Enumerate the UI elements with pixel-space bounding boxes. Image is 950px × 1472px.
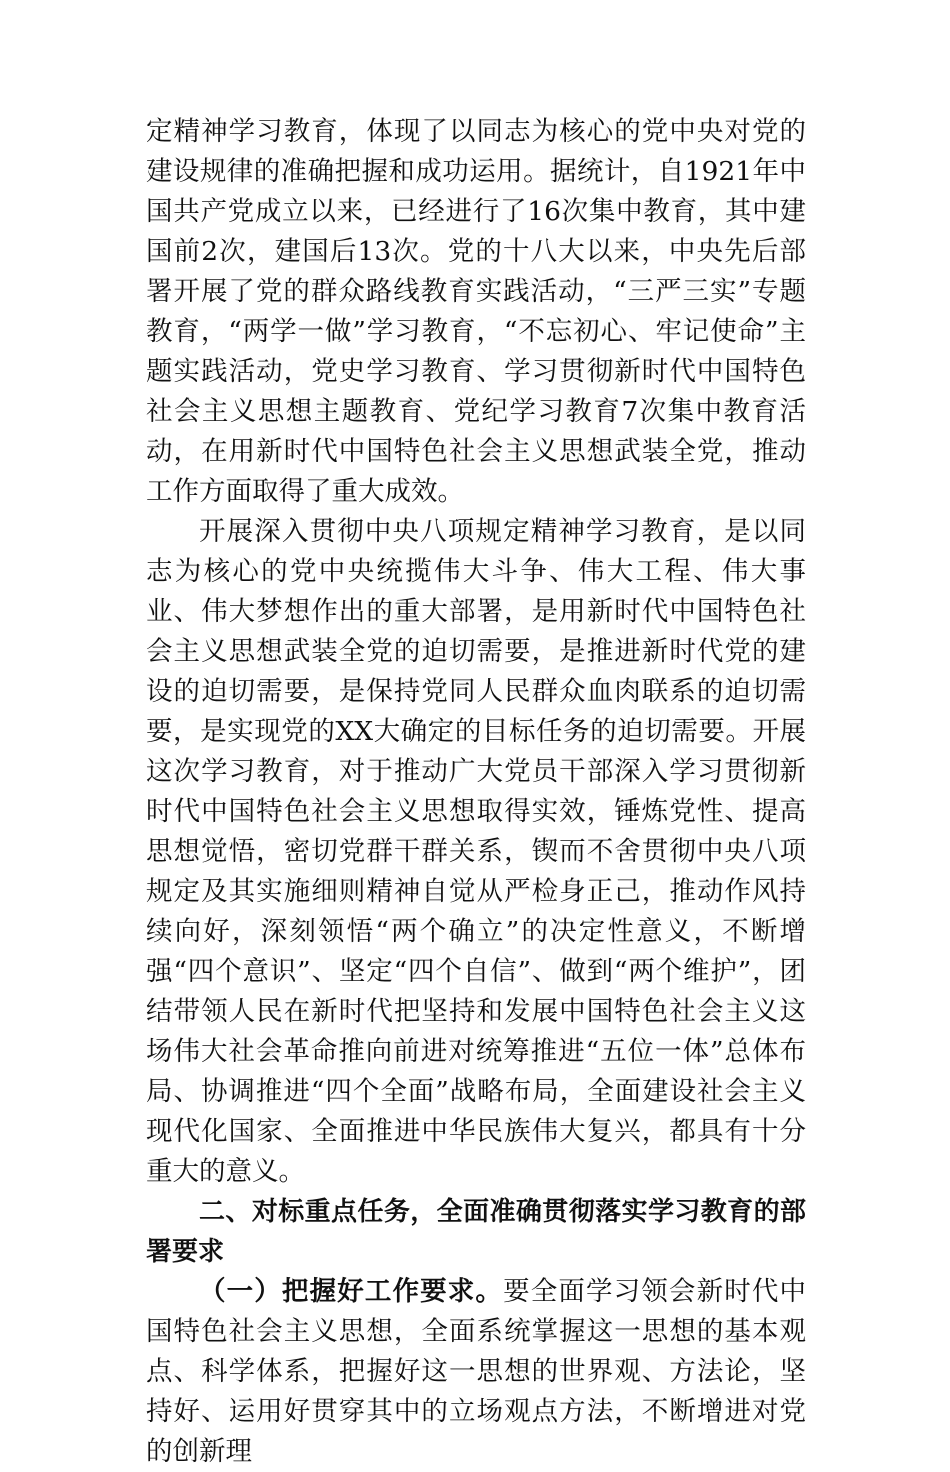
paragraph-continuation: 定精神学习教育，体现了以同志为核心的党中央对党的建设规律的准确把握和成功运用。据统计，自1921年中国共产党成立以来，已经进行了16次集中教育，其中建国前2次，建国后13次。党的十八大以来，中央先后部署开展了党的群众路线教育实践活动，“三严三实”专题教育，“两学一做”学习教育，“不忘初心、牢记使命”主题实践活动，党史学习教育、学习贯彻新时代中国特色社会主义思想主题教育、党纪学习教育7次集中教育活动，在用新时代中国特色社会主义思想武装全党，推动工作方面取得了重大成效。: [146, 116, 806, 507]
paragraph-significance: 开展深入贯彻中央八项规定精神学习教育，是以同志为核心的党中央统揽伟大斗争、伟大工程、伟大事业、伟大梦想作出的重大部署，是用新时代中国特色社会主义思想武装全党的迫切需要，是推进新时代党的建设的迫切需要，是保持党同人民群众血肉联系的迫切需要，是实现党的XX大确定的目标任务的迫切需要。开展这次学习教育，对于推动广大党员干部深入学习贯彻新时代中国特色社会主义思想取得实效，锤炼党性、提高思想觉悟，密切党群干群关系，锲而不舍贯彻中央八项规定及其实施细则精神自觉从严检身正己，推动作风持续向好，深刻领悟“两个确立”的决定性意义，不断增强“四个意识”、坚定“四个自信”、做到“两个维护”，团结带领人民在新时代把坚持和发展中国特色社会主义这场伟大社会革命推向前进对统筹推进“五位一体”总体布局、协调推进“四个全面”战略布局，全面建设社会主义现代化国家、全面推进中华民族伟大复兴，都具有十分重大的意义。: [146, 516, 806, 1187]
subsection-label: （一）把握好工作要求。: [199, 1276, 504, 1307]
document-body: [146, 112, 806, 1472]
subsection-text: 要全面学习领会新时代中国特色社会主义思想，全面系统掌握这一思想的基本观点、科学体系，把握好这一思想的世界观、方法论，坚持好、运用好贯穿其中的立场观点方法，不断增进对党的创新理: [146, 1276, 807, 1467]
subsection-paragraph: [146, 1272, 806, 1472]
section-heading: 二、对标重点任务，全面准确贯彻落实学习教育的部署要求: [146, 1197, 806, 1267]
